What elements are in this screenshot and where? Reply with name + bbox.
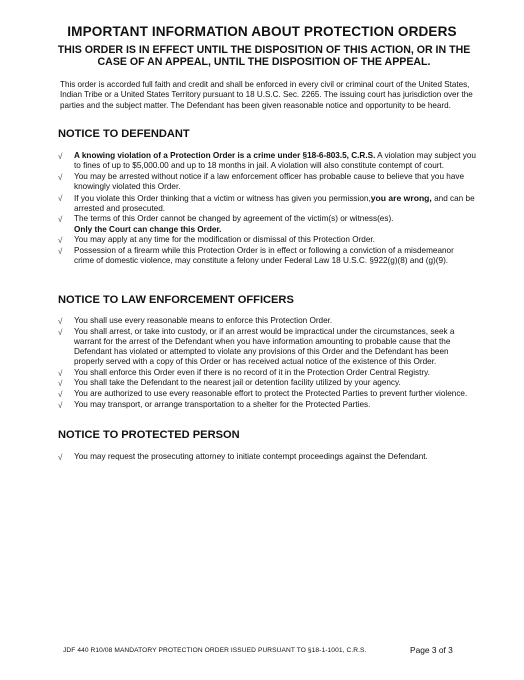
item-text: You shall enforce this Order even if there is no record of it in the Protection Order Central Registry. [74,367,430,377]
check-icon: √ [58,317,63,326]
item-bold-text: A knowing violation of a Protection Order is a crime under §18-6-803.5, C.R.S. [74,151,376,160]
item-text: You may apply at any time for the modification or dismissal of this Protection Order. [74,235,375,245]
list-item [56,193,476,214]
intro-paragraph: This order is accorded full faith and credit and shall be enforced in every civil or criminal court of the United States, Indian Tribe or a United States Territory pursuant to 18 U.S.C. Sec. 2265. The issuing court has jurisdiction over the parties and the subject matter. The Defendant has been given reasonable notice and opportunity to be heard. [60,80,473,110]
item-text-2: and can be arrested and prosecuted. [74,193,475,213]
item-text: You may be arrested without notice if a law enforcement officer has probable cause to believe that you have knowingly violated this Order. [74,171,465,191]
item-bold-line: Only the Court can change this Order. [74,224,222,234]
check-icon: √ [58,246,63,256]
defendant-list [56,151,476,267]
defendant-heading: NOTICE TO DEFENDANT [58,128,190,140]
list-item [56,235,476,245]
check-icon: √ [58,389,63,399]
item-text: You are authorized to use every reasonable effort to protect the Protected Parties to prevent further violence. [74,388,468,398]
page-number: Page 3 of 3 [410,645,453,655]
check-icon: √ [58,379,63,389]
item-text: A violation may subject you to fines of up to $5,000.00 and up to 18 months in jail. A violation will also constitute contempt of court. [74,151,476,171]
list-item [56,214,476,234]
check-icon: √ [58,453,63,462]
list-item [56,316,476,326]
item-text: Possession of a firearm while this Protection Order is in effect or following a conviction of a misdemeanor crime of domestic violence, may constitute a felony under Federal Law 18 U.S.C. §922(g)(8) and (g)(9). [74,245,454,265]
law-enforcement-heading: NOTICE TO LAW ENFORCEMENT OFFICERS [58,294,294,306]
item-text: You may request the prosecuting attorney to initiate contempt proceedings against the Defendant. [74,452,428,461]
item-text: You may transport, or arrange transportation to a shelter for the Protected Parties. [74,399,371,409]
protected-person-heading: NOTICE TO PROTECTED PERSON [58,429,240,441]
check-icon: √ [58,368,63,378]
check-icon: √ [58,193,63,203]
form-footer: JDF 440 R10/08 MANDATORY PROTECTION ORDER ISSUED PURSUANT TO §18-1-1001, C.R.S. [63,647,367,654]
item-text: If you violate this Order thinking that a victim or witness has given you permission, [74,193,371,203]
item-text: You shall arrest, or take into custody, or if an arrest would be impractical under the circumstances, seek a warrant for the arrest of the Defendant when you have information amounting to probable cause that the Defendant has violated or attempted to violate any provisions of this Order and the Defendant has been properly served with a copy of this Order or has received actual notice of the existence of this Order. [74,326,455,367]
list-item [56,246,476,266]
list-item [56,172,476,192]
item-text: The terms of this Order cannot be changed by agreement of the victim(s) or witness(es). [74,214,394,224]
check-icon: √ [58,400,63,410]
list-item [56,400,476,410]
law-enforcement-list [56,316,476,410]
check-icon: √ [58,152,63,161]
page-subtitle: THIS ORDER IS IN EFFECT UNTIL THE DISPOSITION OF THIS ACTION, OR IN THE CASE OF AN APPEAL, UNTIL THE DISPOSITION OF THE APPEAL. [57,44,471,68]
list-item [56,378,476,388]
list-item [56,452,476,462]
list-item [56,327,476,368]
item-text: You shall take the Defendant to the nearest jail or detention facility utilized by your agency. [74,378,401,388]
check-icon: √ [58,327,63,337]
item-bold-text: you are wrong, [370,192,432,203]
list-item [56,151,476,171]
page-title: IMPORTANT INFORMATION ABOUT PROTECTION ORDERS [67,24,457,39]
check-icon: √ [58,215,63,225]
list-item [56,389,476,399]
check-icon: √ [58,236,63,246]
protected-person-list [56,452,476,463]
check-icon: √ [58,172,63,182]
item-text: You shall use every reasonable means to enforce this Protection Order. [74,316,333,325]
list-item [56,368,476,378]
